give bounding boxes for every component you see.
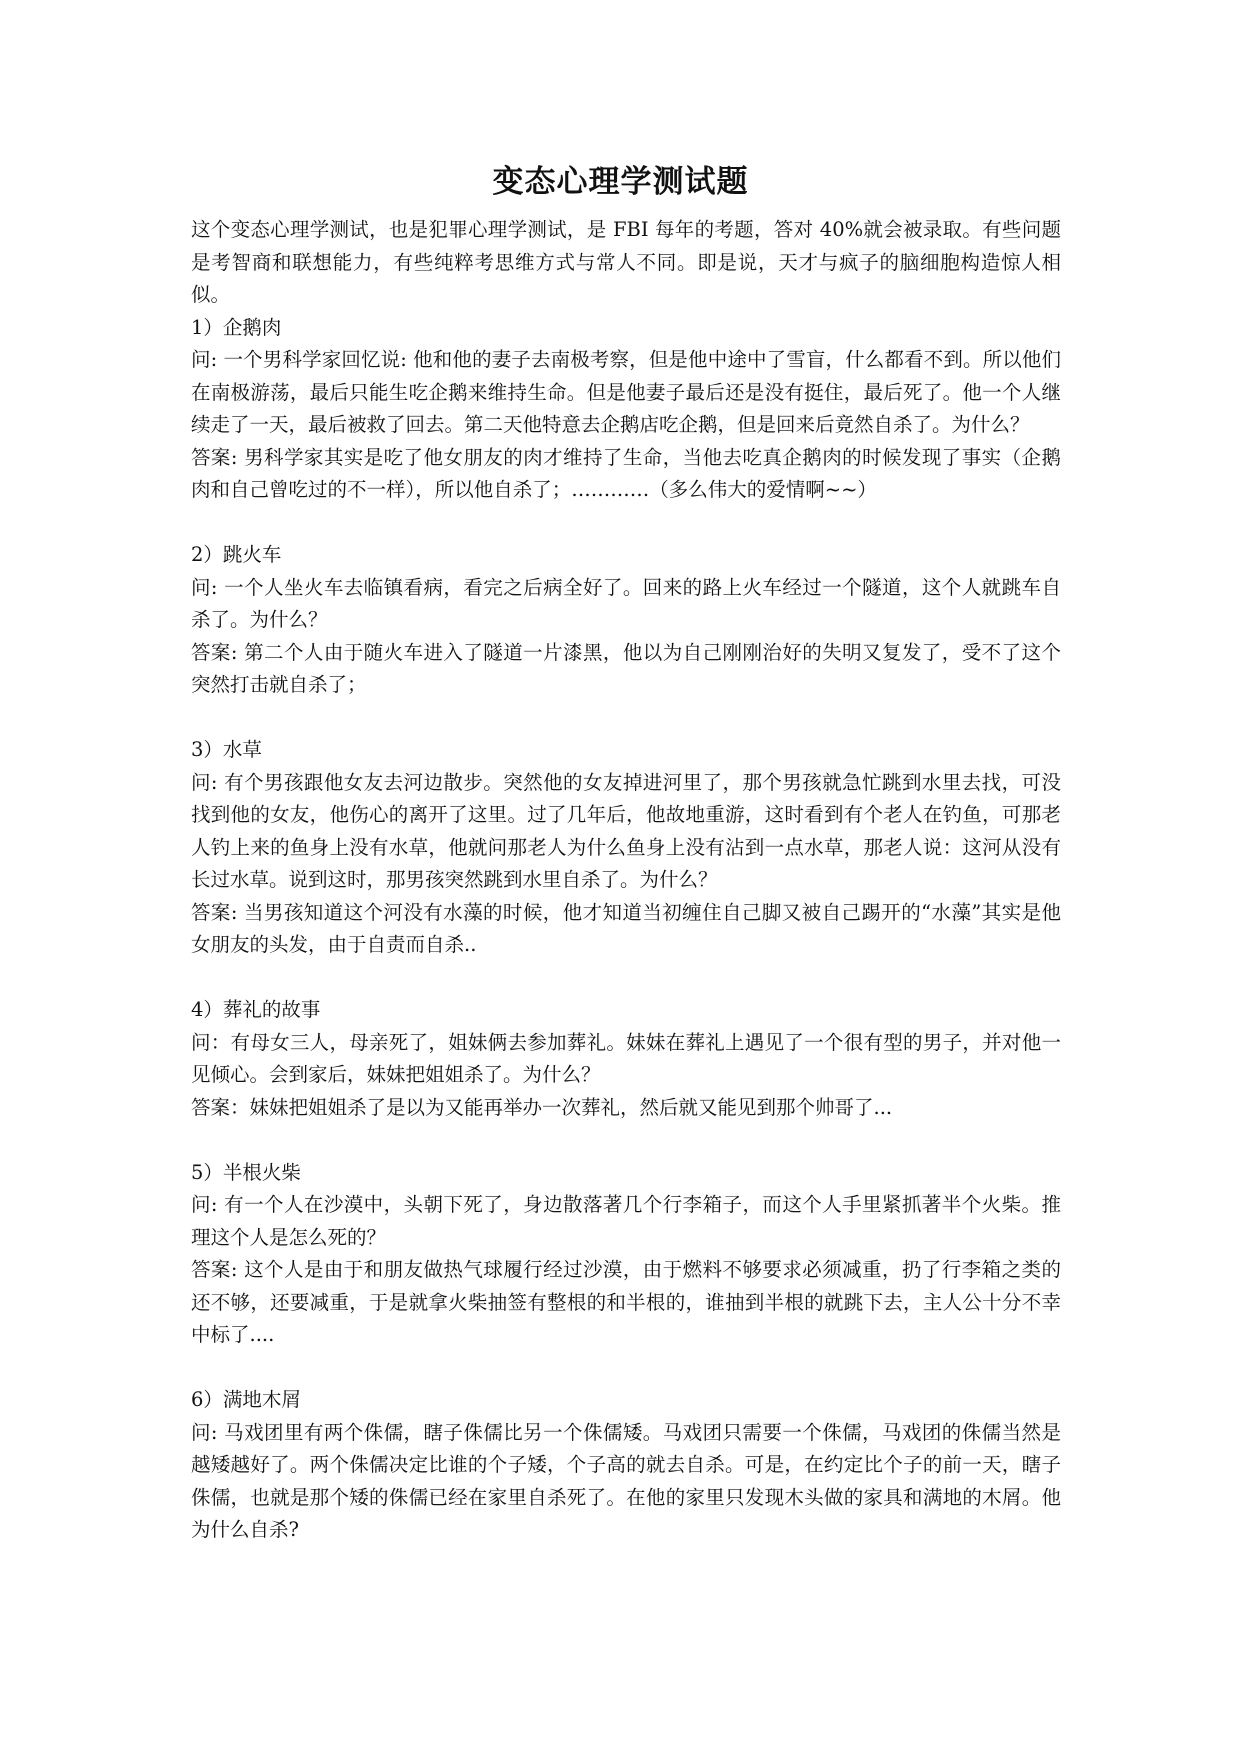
question-heading: 4）葬礼的故事: [191, 998, 321, 1021]
answer-text: 答案: 第二个人由于随火车进入了隧道一片漆黑，他以为自己刚刚治好的失明又复发了，受不了这个突然打击就自杀了；: [191, 640, 1061, 696]
answer-text: 答案: 当男孩知道这个河没有水藻的时候，他才知道当初缠住自己脚又被自己踢开的“水藻”其实是他女朋友的头发，由于自责而自杀..: [191, 900, 1061, 956]
question-heading: 3）水草: [191, 738, 262, 761]
answer-text: 答案: 这个人是由于和朋友做热气球履行经过沙漠，由于燃料不够要求必须减重，扔了行李箱之类的还不够，还要减重，于是就拿火柴抽签有整根的和半根的，谁抽到半根的就跳下去，主人公十分不幸中标了....: [191, 1258, 1061, 1346]
question-heading: 1）企鹅肉: [191, 315, 282, 339]
question-section-4: [191, 994, 1061, 1124]
answer-text: 答案: 男科学家其实是吃了他女朋友的肉才维持了生命，当他去吃真企鹅肉的时候发现了事实（企鹅肉和自己曾吃过的不一样），所以他自杀了；…………（多么伟大的爱情啊~~）: [191, 445, 1061, 501]
question-section-2: [191, 539, 1061, 702]
question-text: 问: 一个人坐火车去临镇看病，看完之后病全好了。回来的路上火车经过一个隧道，这个人就跳车自杀了。为什么？: [191, 575, 1061, 631]
question-text: 问: 有一个人在沙漠中，头朝下死了，身边散落著几个行李箱子，而这个人手里紧抓著半个火柴。推理这个人是怎么死的？: [191, 1193, 1061, 1249]
question-section-6: [191, 1384, 1061, 1547]
question-text: 问：有母女三人，母亲死了，姐妹俩去参加葬礼。妹妹在葬礼上遇见了一个很有型的男子，并对他一见倾心。会到家后，妹妹把姐姐杀了。为什么？: [191, 1030, 1061, 1086]
question-section-1: [191, 312, 1061, 507]
document-body: [191, 214, 1061, 1547]
intro-paragraph: 这个变态心理学测试，也是犯罪心理学测试，是 FBI 每年的考题，答对 40%就会被录取。有些问题是考智商和联想能力，有些纯粹考思维方式与常人不同。即是说，天才与疯子的脑细胞构造惊人相似。: [191, 218, 1061, 306]
question-section-5: [191, 1157, 1061, 1352]
question-text: 问: 有个男孩跟他女友去河边散步。突然他的女友掉进河里了，那个男孩就急忙跳到水里去找，可没找到他的女友，他伤心的离开了这里。过了几年后，他故地重游，这时看到有个老人在钓鱼，可那老人钓上来的鱼身上没有水草，他就问那老人为什么鱼身上没有沾到一点水草，那老人说：这河从没有长过水草。说到这时，那男孩突然跳到水里自杀了。为什么？: [191, 770, 1061, 891]
answer-text: 答案：妹妹把姐姐杀了是以为又能再举办一次葬礼，然后就又能见到那个帅哥了...: [191, 1095, 893, 1119]
question-text: 问: 马戏团里有两个侏儒，瞎子侏儒比另一个侏儒矮。马戏团只需要一个侏儒，马戏团的侏儒当然是越矮越好了。两个侏儒决定比谁的个子矮，个子高的就去自杀。可是，在约定比个子的前一天，瞎子侏儒，也就是那个矮的侏儒已经在家里自杀死了。在他的家里只发现木头做的家具和满地的木屑。他为什么自杀?: [191, 1420, 1061, 1541]
page-title: 变态心理学测试题: [492, 164, 749, 200]
question-heading: 6）满地木屑: [191, 1388, 301, 1411]
question-text: 问: 一个男科学家回忆说: 他和他的妻子去南极考察，但是他中途中了雪盲，什么都看不到。所以他们在南极游荡，最后只能生吃企鹅来维持生命。但是他妻子最后还是没有挺住，最后死了。他一个人继续走了一天，最后被救了回去。第二天他特意去企鹅店吃企鹅，但是回来后竟然自杀了。为什么？: [191, 348, 1061, 436]
question-heading: 5）半根火柴: [191, 1160, 301, 1184]
question-heading: 2）跳火车: [191, 543, 282, 566]
question-section-3: [191, 734, 1061, 962]
